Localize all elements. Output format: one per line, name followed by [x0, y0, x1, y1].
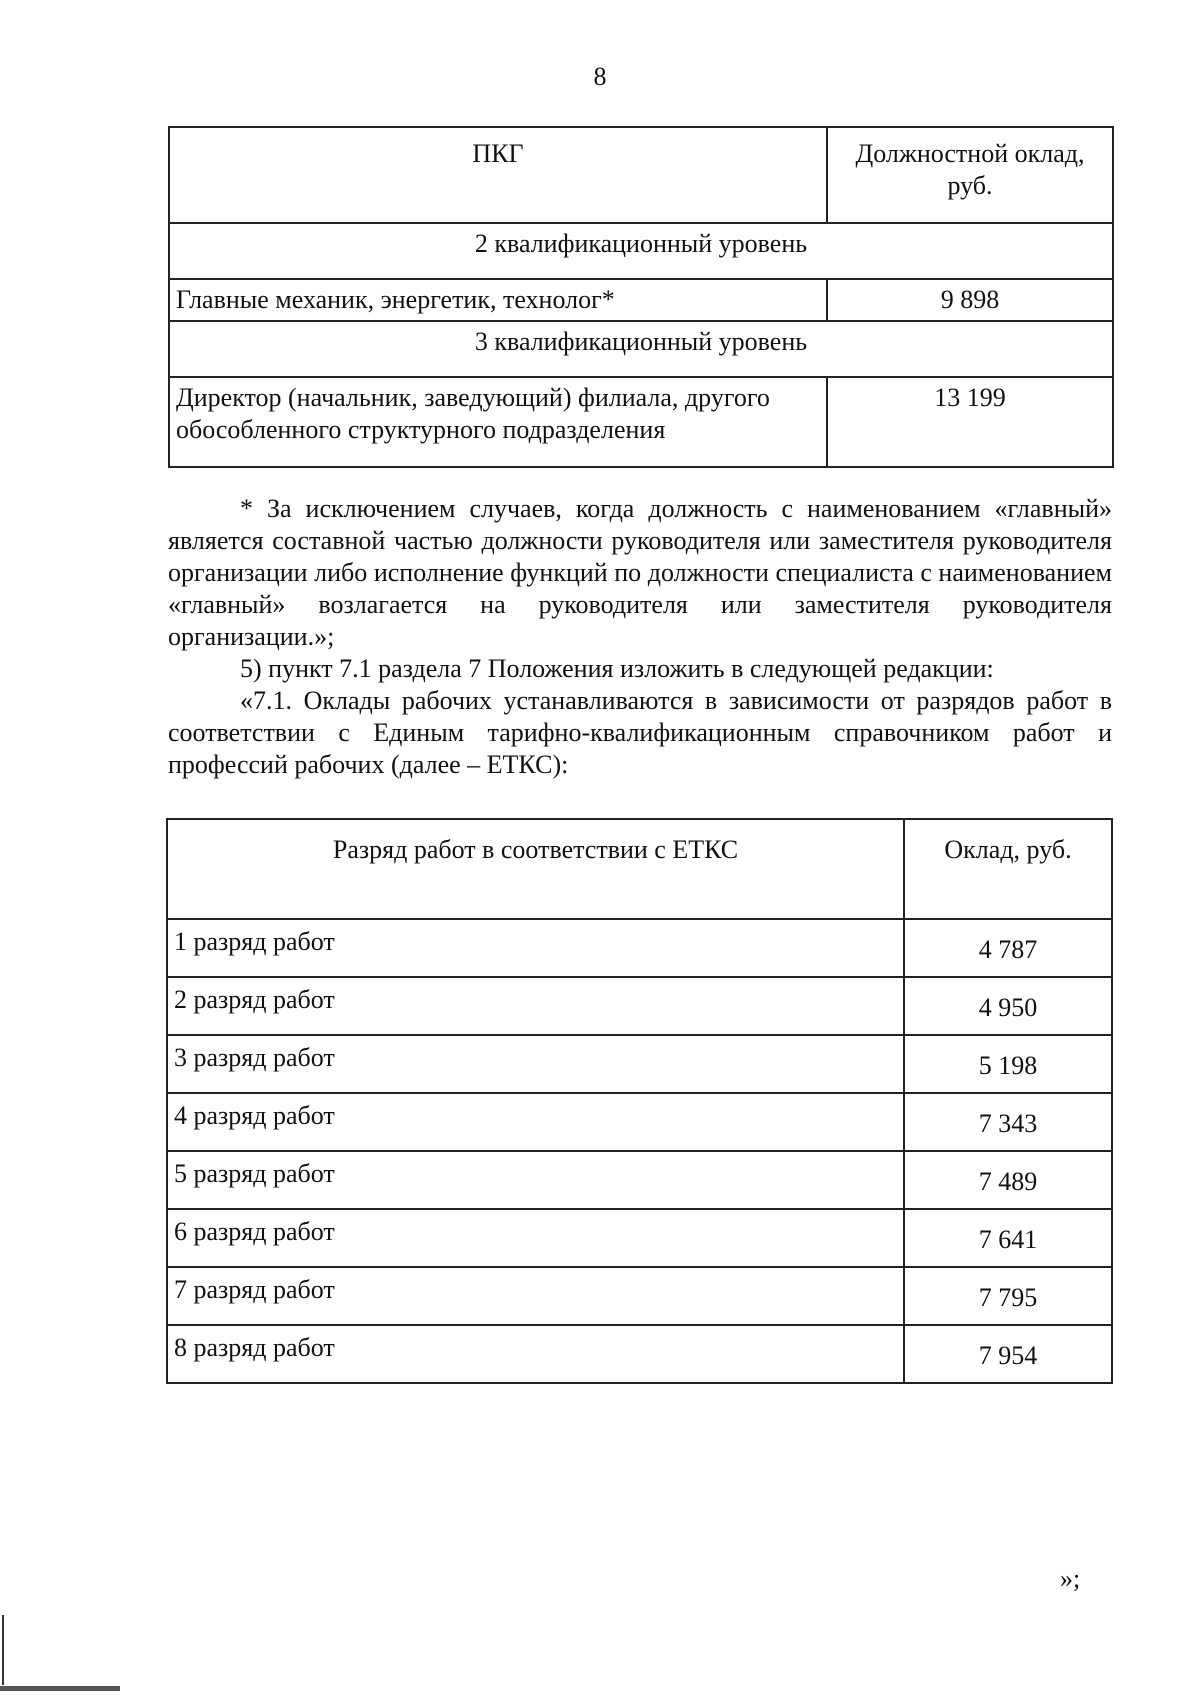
- salary-value: 13 199: [827, 377, 1113, 467]
- body-text: [168, 493, 1112, 781]
- table-row: [167, 1035, 1112, 1093]
- grade-salary: 7 343: [904, 1093, 1112, 1151]
- grade-name: 5 разряд работ: [167, 1151, 904, 1209]
- grade-name: 2 разряд работ: [167, 977, 904, 1035]
- table-header-row: [169, 127, 1113, 223]
- scan-bottom-mark: [0, 1686, 120, 1691]
- grade-salary: 7 641: [904, 1209, 1112, 1267]
- level-row: [169, 223, 1113, 279]
- header-salary: Оклад, руб.: [904, 819, 1112, 919]
- grade-name: 1 разряд работ: [167, 919, 904, 977]
- position-name: Главные механик, энергетик, технолог*: [169, 279, 827, 321]
- table-row: [167, 1093, 1112, 1151]
- item-7-1-paragraph: «7.1. Оклады рабочих устанавливаются в зависимости от разрядов работ в соответствии с Единым тарифно-квалификационным справочником работ и профессий рабочих (далее – ЕТКС):: [168, 686, 1112, 779]
- table-header-row: [167, 819, 1112, 919]
- level-row: [169, 321, 1113, 377]
- table-row: [169, 377, 1113, 467]
- scan-edge-mark: [2, 1615, 4, 1685]
- grade-name: 6 разряд работ: [167, 1209, 904, 1267]
- positions-salary-table: [168, 126, 1114, 468]
- page-number: 8: [593, 62, 607, 91]
- position-name: Директор (начальник, заведующий) филиала, другого обособленного структурного подразделения: [169, 377, 827, 467]
- table-row: [167, 1209, 1112, 1267]
- grade-salary: 5 198: [904, 1035, 1112, 1093]
- grade-salary: 4 787: [904, 919, 1112, 977]
- qualification-level-3: 3 квалификационный уровень: [169, 321, 1113, 377]
- table-row: [167, 1325, 1112, 1383]
- grade-salary: 7 954: [904, 1325, 1112, 1383]
- grade-name: 7 разряд работ: [167, 1267, 904, 1325]
- grade-name: 8 разряд работ: [167, 1325, 904, 1383]
- header-pkg: ПКГ: [169, 127, 827, 223]
- table-row: [167, 977, 1112, 1035]
- table-row: [167, 919, 1112, 977]
- footnote-paragraph: * За исключением случаев, когда должность с наименованием «главный» является составной частью должности руководителя или заместителя руководителя организации либо исполнение функций по должности специалиста с наименованием «главный» возлагается на руководителя или заместителя руководителя организации.»;: [168, 494, 1112, 651]
- grade-salary: 4 950: [904, 977, 1112, 1035]
- table-row: [167, 1267, 1112, 1325]
- table-row: [167, 1151, 1112, 1209]
- table-row: [169, 279, 1113, 321]
- header-grade: Разряд работ в соответствии с ЕТКС: [167, 819, 904, 919]
- item-5-paragraph: 5) пункт 7.1 раздела 7 Положения изложить в следующей редакции:: [240, 654, 994, 683]
- header-salary: Должностной оклад, руб.: [827, 127, 1113, 223]
- grade-name: 3 разряд работ: [167, 1035, 904, 1093]
- grade-name: 4 разряд работ: [167, 1093, 904, 1151]
- qualification-level-2: 2 квалификационный уровень: [169, 223, 1113, 279]
- closing-quote: »;: [1060, 1564, 1081, 1593]
- salary-value: 9 898: [827, 279, 1113, 321]
- grade-salary: 7 489: [904, 1151, 1112, 1209]
- worker-grades-table: [166, 818, 1113, 1384]
- grade-salary: 7 795: [904, 1267, 1112, 1325]
